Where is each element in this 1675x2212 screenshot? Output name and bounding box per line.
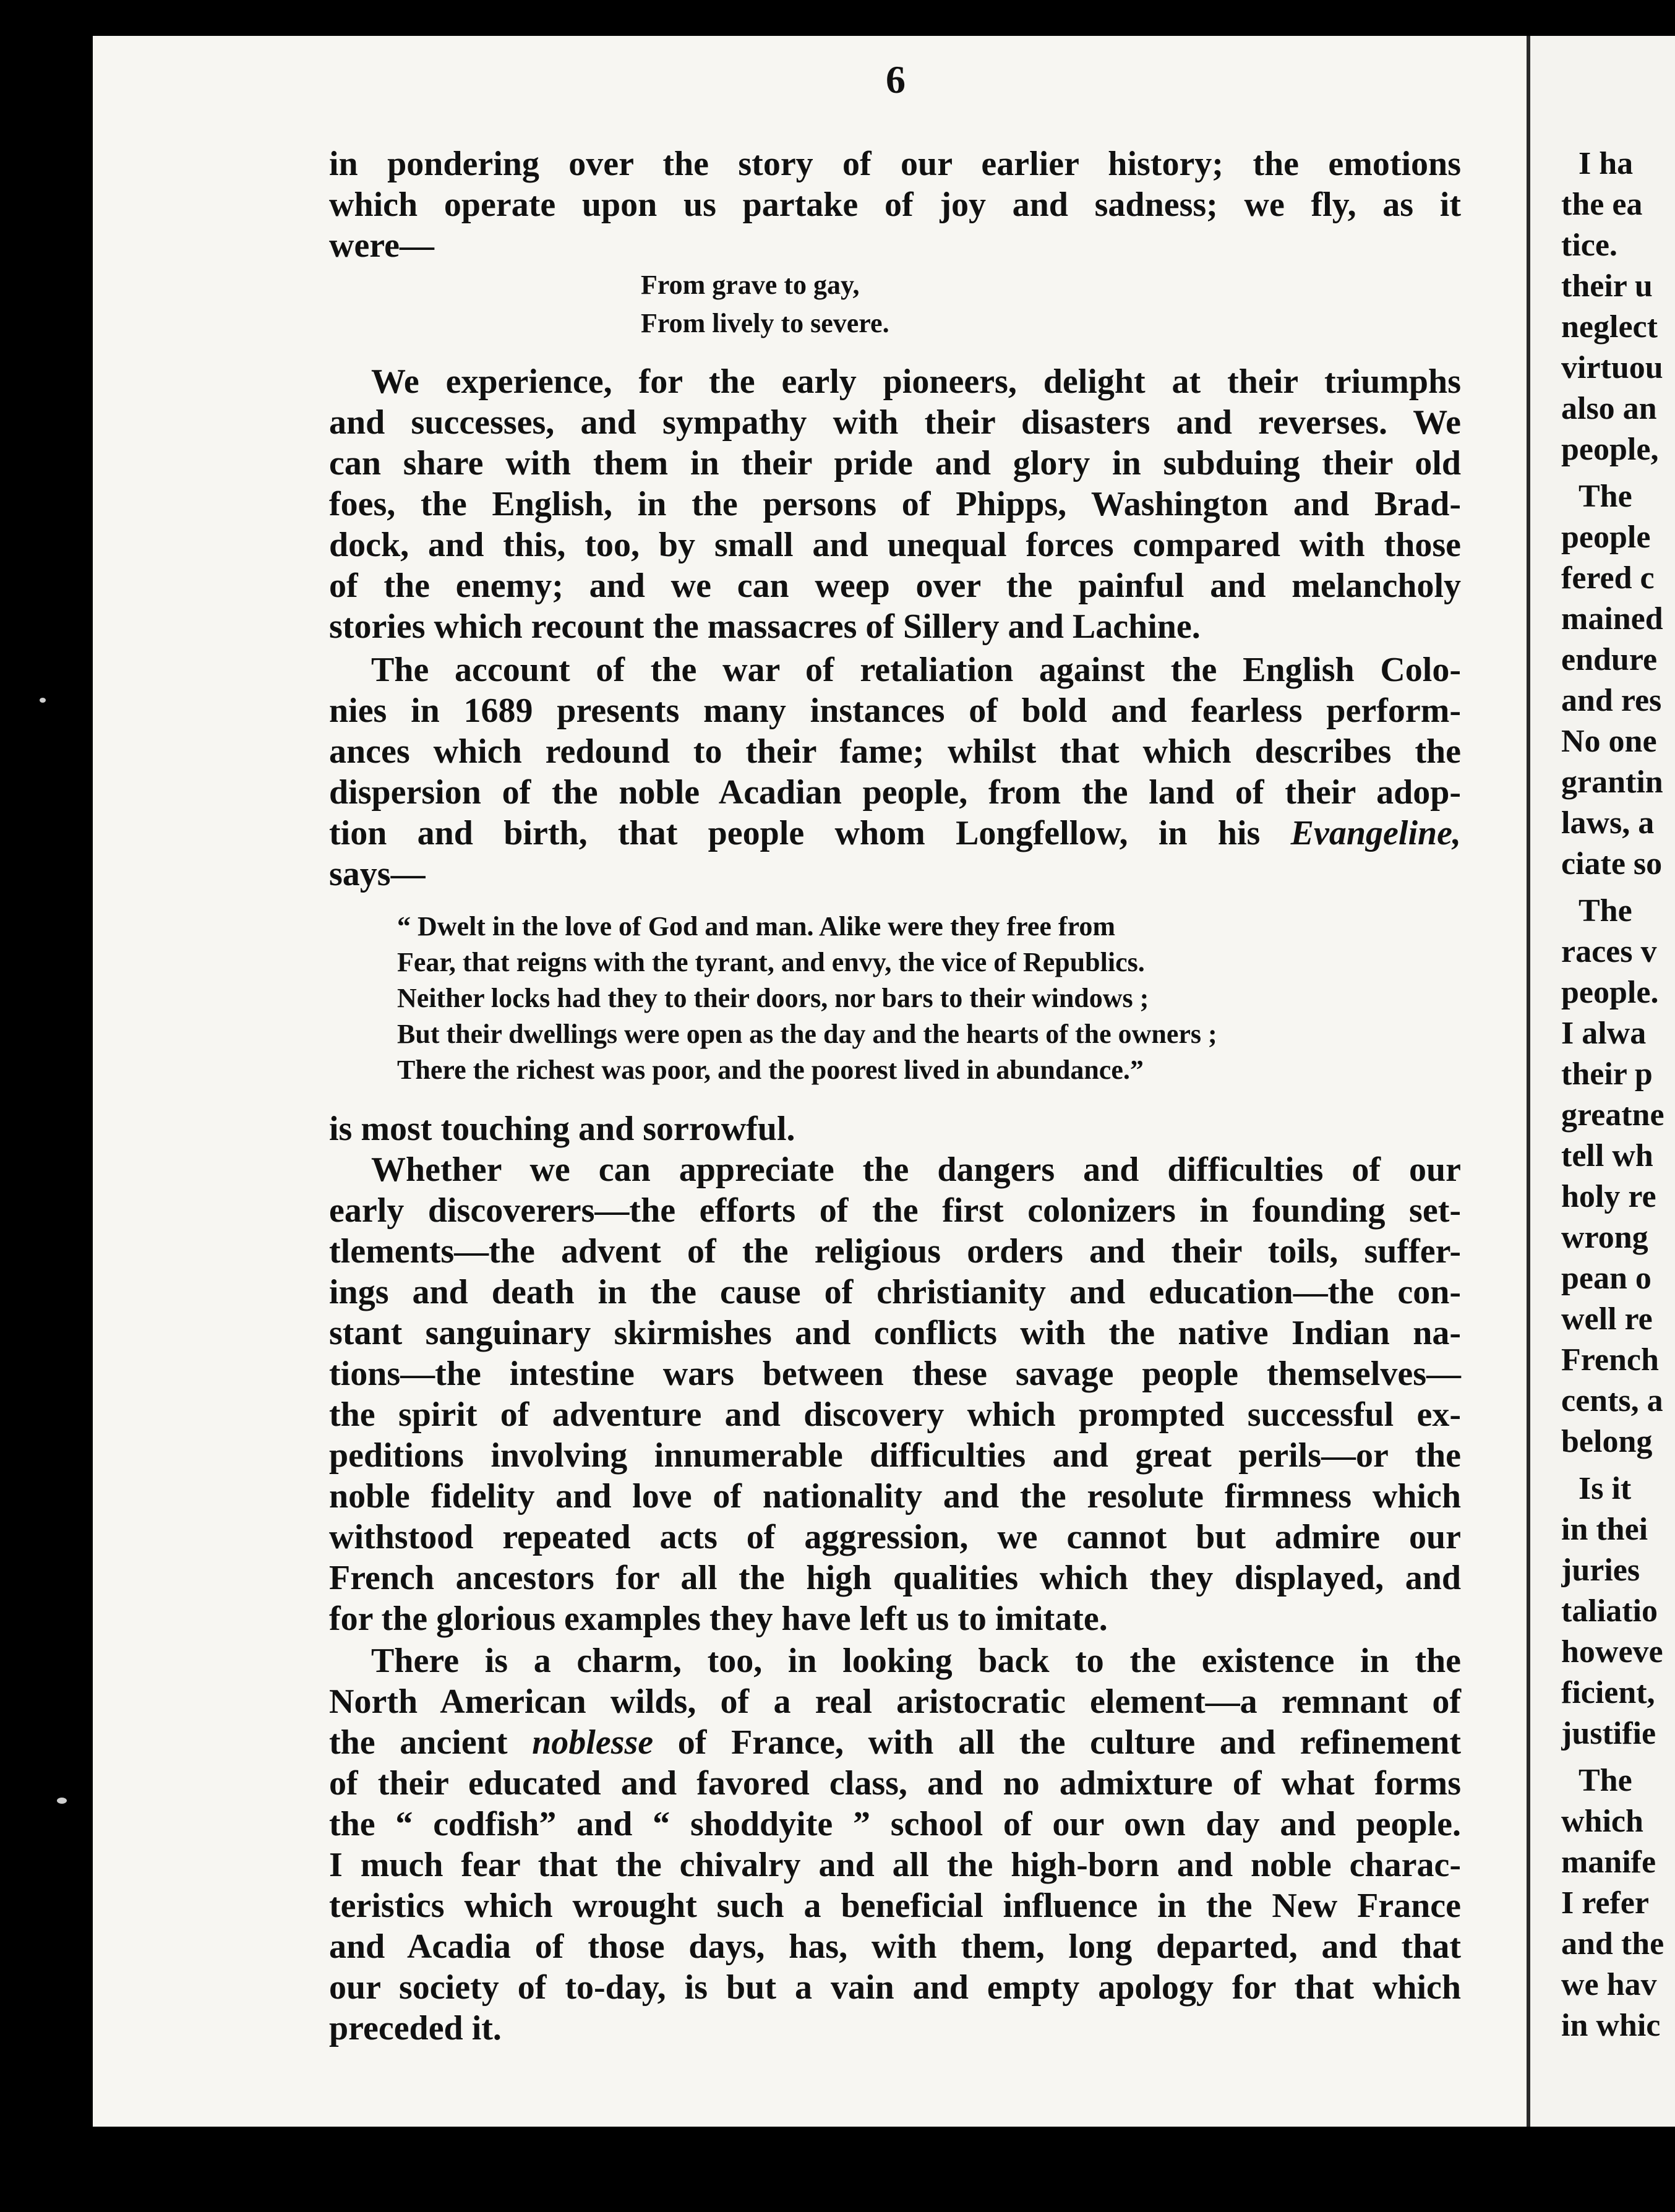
text-span: of France, with all the culture and refinement bbox=[653, 1723, 1461, 1762]
right-page-fragment: people. bbox=[1561, 975, 1659, 1010]
right-page-fragment: laws, a bbox=[1561, 805, 1655, 841]
right-page-fragment: tell wh bbox=[1561, 1138, 1653, 1173]
text-line: dispersion of the noble Acadian people, from the land of their adop- bbox=[329, 773, 1461, 812]
right-page-fragment: belong bbox=[1561, 1424, 1653, 1459]
text-line bbox=[329, 813, 1461, 854]
right-page-fragment: I alwa bbox=[1561, 1016, 1647, 1051]
text-line: can share with them in their pride and glory in subduing their old bbox=[329, 444, 1461, 482]
right-page-fragment: ciate so bbox=[1561, 846, 1663, 881]
text-line: North American wilds, of a real aristocratic element—a remnant of bbox=[329, 1683, 1461, 1721]
right-page-fragment: No one bbox=[1561, 724, 1657, 759]
text-line: tlements—the advent of the religious orders and their toils, suffer- bbox=[329, 1232, 1461, 1271]
text-line: which operate upon us partake of joy and sadness; we fly, as it bbox=[329, 186, 1461, 224]
text-line: says— bbox=[329, 855, 426, 893]
right-page-fragment: grantin bbox=[1561, 765, 1663, 800]
right-page-fragment: well re bbox=[1561, 1301, 1653, 1337]
quote-line: There the richest was poor, and the poorest lived in abundance.” bbox=[397, 1055, 1144, 1085]
right-page-fragment: we hav bbox=[1561, 1967, 1657, 2002]
right-page-fragment: justifie bbox=[1561, 1716, 1656, 1751]
text-line bbox=[329, 1722, 1461, 1763]
text-line: ances which redound to their fame; whilst that which describes the bbox=[329, 732, 1461, 771]
right-page-fragment: wrong bbox=[1561, 1220, 1648, 1255]
right-page-fragment: also an bbox=[1561, 391, 1657, 426]
right-page-fragment: greatne bbox=[1561, 1097, 1664, 1133]
text-line: our society of to-day, is but a vain and empty apology for that which bbox=[329, 1968, 1461, 2007]
right-page-fragment: juries bbox=[1561, 1553, 1640, 1588]
text-line: The account of the war of retaliation against the English Colo- bbox=[371, 651, 1461, 689]
right-page-fragment: virtuou bbox=[1561, 350, 1663, 385]
noblesse-word: noblesse bbox=[532, 1723, 654, 1762]
evangeline-title: Evangeline, bbox=[1290, 814, 1461, 852]
text-line: teristics which wrought such a beneficial influence in the New France bbox=[329, 1887, 1461, 1925]
text-line: the spirit of adventure and discovery which prompted successful ex- bbox=[329, 1395, 1461, 1434]
text-line: nies in 1689 presents many instances of bold and fearless perform- bbox=[329, 692, 1461, 730]
text-line: and successes, and sympathy with their disasters and reverses. We bbox=[329, 403, 1461, 442]
quote-line: “ Dwelt in the love of God and man. Alike were they free from bbox=[397, 911, 1115, 941]
text-line: tions—the intestine wars between these savage people themselves— bbox=[329, 1355, 1461, 1393]
right-page-fragment: I refer bbox=[1561, 1885, 1649, 1921]
text-line: the “ codfish” and “ shoddyite ” school of our own day and people. bbox=[329, 1805, 1461, 1843]
text-line: foes, the English, in the persons of Phipps, Washington and Brad- bbox=[329, 485, 1461, 523]
right-page-fragment: people, bbox=[1561, 432, 1659, 467]
text-span: the ancient bbox=[329, 1723, 533, 1762]
right-page-fragment: The bbox=[1579, 1763, 1632, 1798]
text-line: early discoverers—the efforts of the first colonizers in founding set- bbox=[329, 1191, 1461, 1230]
verse-line: From lively to severe. bbox=[641, 308, 889, 338]
right-page-fragment: mained bbox=[1561, 601, 1663, 637]
text-line: stories which recount the massacres of Sillery and Lachine. bbox=[329, 607, 1201, 646]
right-page-fragment: cents, a bbox=[1561, 1383, 1663, 1418]
right-page-fragment: and the bbox=[1561, 1926, 1664, 1961]
right-page-fragment: their p bbox=[1561, 1057, 1653, 1092]
text-line: withstood repeated acts of aggression, we cannot but admire our bbox=[329, 1518, 1461, 1556]
right-page-fragment: and res bbox=[1561, 683, 1662, 718]
right-page-fragment: their u bbox=[1561, 268, 1653, 304]
quote-line: Fear, that reigns with the tyrant, and envy, the vice of Republics. bbox=[397, 947, 1145, 977]
quote-line: But their dwellings were open as the day and the hearts of the owners ; bbox=[397, 1019, 1217, 1049]
right-page-fragment: manife bbox=[1561, 1845, 1656, 1880]
text-line: and Acadia of those days, has, with them, long departed, and that bbox=[329, 1927, 1461, 1966]
scan-speck bbox=[57, 1798, 67, 1804]
right-page-fragment: The bbox=[1579, 893, 1632, 928]
text-line: is most touching and sorrowful. bbox=[329, 1110, 795, 1148]
text-line: in pondering over the story of our earlier history; the emotions bbox=[329, 145, 1461, 183]
text-line: preceded it. bbox=[329, 2009, 502, 2047]
right-page-fragment: tice. bbox=[1561, 228, 1617, 263]
text-line: noble fidelity and love of nationality and the resolute firmness which bbox=[329, 1477, 1461, 1515]
text-line: stant sanguinary skirmishes and conflicts with the native Indian na- bbox=[329, 1314, 1461, 1352]
right-page-fragment: neglect bbox=[1561, 309, 1658, 345]
right-page-fragment: taliatio bbox=[1561, 1593, 1658, 1629]
text-span: tion and birth, that people whom Longfellow, in his bbox=[329, 814, 1291, 852]
right-page-fragment: holy re bbox=[1561, 1179, 1656, 1214]
right-page-fragment: The bbox=[1579, 479, 1632, 514]
right-page-fragment: which bbox=[1561, 1804, 1643, 1839]
right-page-fragment: I ha bbox=[1579, 146, 1634, 181]
right-page-fragment: people bbox=[1561, 520, 1651, 555]
right-page-fragment: howeve bbox=[1561, 1634, 1663, 1670]
text-line: of their educated and favored class, and no admixture of what forms bbox=[329, 1764, 1461, 1803]
text-line: of the enemy; and we can weep over the painful and melancholy bbox=[329, 567, 1461, 605]
right-page-fragment: the ea bbox=[1561, 187, 1643, 222]
right-page-fragment: races v bbox=[1561, 934, 1657, 969]
text-line: There is a charm, too, in looking back to the existence in the bbox=[371, 1642, 1461, 1680]
text-line: peditions involving innumerable difficulties and great perils—or the bbox=[329, 1436, 1461, 1475]
text-line: We experience, for the early pioneers, delight at their triumphs bbox=[371, 362, 1461, 401]
right-page-fragment: French bbox=[1561, 1342, 1659, 1378]
text-line: I much fear that the chivalry and all the high-born and noble charac- bbox=[329, 1846, 1461, 1884]
right-page-fragment: fered c bbox=[1561, 560, 1655, 596]
page-number: 6 bbox=[886, 58, 906, 101]
text-line: ings and death in the cause of christianity and education—the con- bbox=[329, 1273, 1461, 1311]
right-page-fragment: in thei bbox=[1561, 1512, 1648, 1547]
text-line: dock, and this, too, by small and unequal forces compared with those bbox=[329, 526, 1461, 564]
right-page-fragment: pean o bbox=[1561, 1261, 1651, 1296]
right-page-fragment: ficient, bbox=[1561, 1675, 1655, 1710]
right-page-fragment: endure bbox=[1561, 642, 1658, 677]
text-line: were— bbox=[329, 226, 434, 265]
quote-line: Neither locks had they to their doors, nor bars to their windows ; bbox=[397, 983, 1149, 1013]
text-line: Whether we can appreciate the dangers and difficulties of our bbox=[371, 1151, 1461, 1189]
verse-line: From grave to gay, bbox=[641, 270, 860, 300]
right-page-fragment: Is it bbox=[1579, 1471, 1632, 1506]
scan-speck bbox=[40, 698, 46, 703]
text-line: for the glorious examples they have left us to imitate. bbox=[329, 1600, 1108, 1638]
right-page-fragment: in whic bbox=[1561, 2008, 1661, 2043]
text-line: French ancestors for all the high qualities which they displayed, and bbox=[329, 1559, 1461, 1597]
